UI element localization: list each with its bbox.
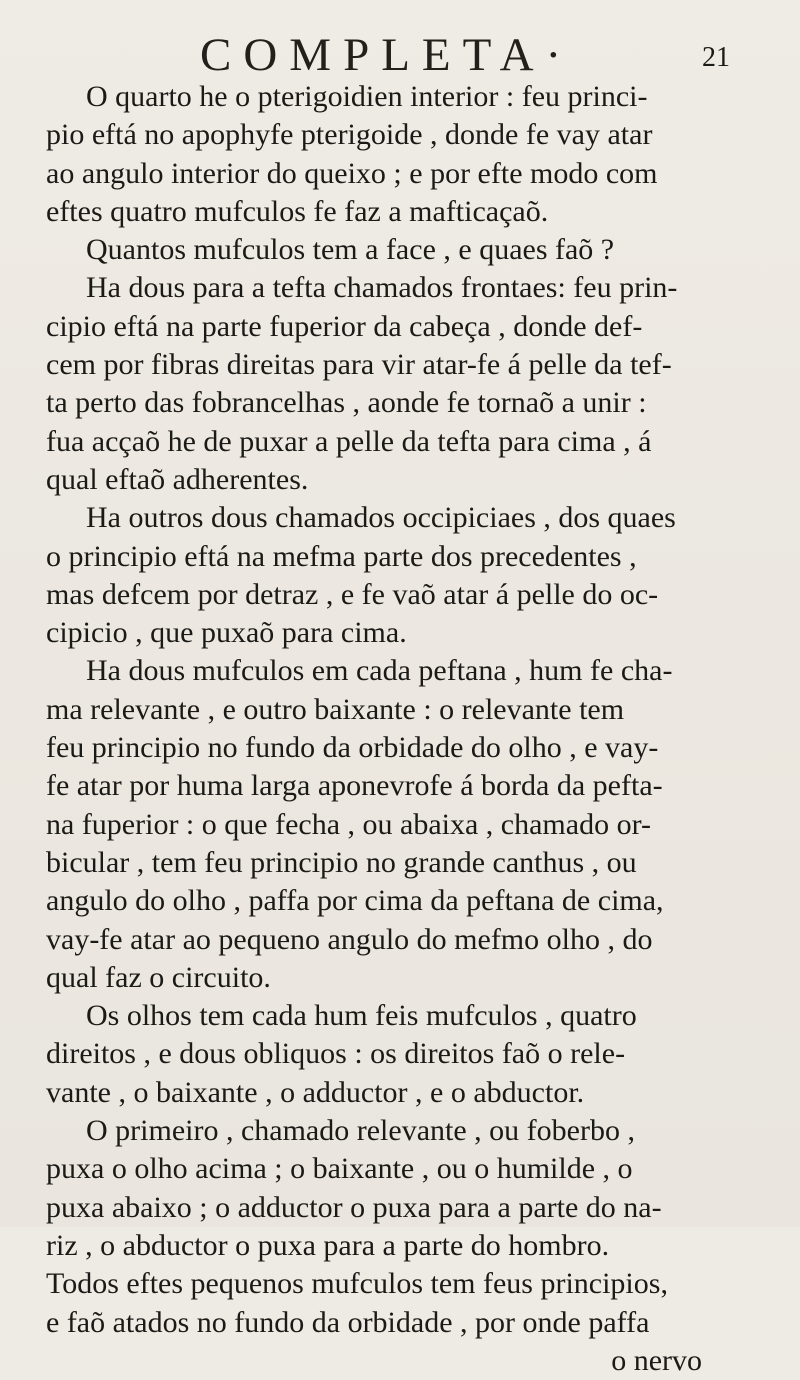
text-line: Ha dous mufculos em cada peftana , hum fe cha-	[86, 654, 673, 688]
text-line: direitos , e dous obliquos : os direitos faõ o rele-	[46, 1037, 626, 1071]
text-line: qual eftaõ adherentes.	[46, 462, 309, 496]
body-text	[46, 78, 766, 1380]
text-line: puxa o olho acima ; o baixante , ou o humilde , o	[46, 1152, 633, 1186]
text-line: angulo do olho , paffa por cima da peftana de cima,	[46, 884, 664, 918]
text-line: o principio eftá na mefma parte dos precedentes ,	[46, 539, 637, 573]
text-line: Ha dous para a tefta chamados frontaes: feu prin-	[86, 271, 678, 305]
text-line: eftes quatro mufculos fe faz a mafticaçaõ.	[46, 194, 549, 228]
text-line: ma relevante , e outro baixante : o relevante tem	[46, 692, 625, 726]
text-line: fua acçaõ he de puxar a pelle da tefta para cima , á	[46, 424, 652, 458]
text-line: ao angulo interior do queixo ; e por efte modo com	[46, 156, 658, 190]
text-line: e faõ atados no fundo da orbidade , por onde paffa	[46, 1305, 650, 1339]
text-line: ta perto das fobrancelhas , aonde fe tornaõ a unir :	[46, 386, 647, 420]
text-line: Todos eftes pequenos mufculos tem feus principios,	[46, 1267, 668, 1301]
page-header	[0, 30, 800, 80]
text-line: feu principio no fundo da orbidade do olho , e vay-	[46, 731, 659, 765]
text-line: na fuperior : o que fecha , ou abaixa , chamado or-	[46, 807, 651, 841]
text-line: qual faz o circuito.	[46, 960, 271, 994]
text-line: Ha outros dous chamados occipiciaes , dos quaes	[86, 501, 676, 535]
text-line: puxa abaixo ; o adductor o puxa para a parte do na-	[46, 1190, 662, 1224]
page-number: 21	[702, 42, 730, 73]
text-line: mas defcem por detraz , e fe vaõ atar á pelle do oc-	[46, 577, 659, 611]
text-line: pio eftá no apophyfe pterigoide , donde fe vay atar	[46, 118, 653, 152]
text-line: Os olhos tem cada hum feis mufculos , quatro	[86, 999, 637, 1033]
text-line: vante , o baixante , o adductor , e o abductor.	[46, 1075, 585, 1109]
text-line: vay-fe atar ao pequeno angulo do mefmo olho , do	[46, 922, 653, 956]
text-line: O primeiro , chamado relevante , ou foberbo ,	[86, 1114, 635, 1148]
text-line: cipicio , que puxaõ para cima.	[46, 616, 407, 650]
running-title: COMPLETA·	[200, 29, 574, 81]
text-line: fe atar por huma larga aponevrofe á borda da pefta-	[46, 769, 663, 803]
text-line: O quarto he o pterigoidien interior : feu princi-	[86, 80, 648, 113]
text-line: riz , o abductor o puxa para a parte do hombro.	[46, 1228, 610, 1262]
catchword: o nervo	[611, 1343, 702, 1377]
text-line: Quantos mufculos tem a face , e quaes faõ ?	[86, 233, 615, 267]
text-line: cipio eftá na parte fuperior da cabeça , donde def-	[46, 309, 643, 343]
text-line: cem por fibras direitas para vir atar-fe á pelle da tef-	[46, 348, 672, 382]
text-line: bicular , tem feu principio no grande canthus , ou	[46, 845, 637, 879]
